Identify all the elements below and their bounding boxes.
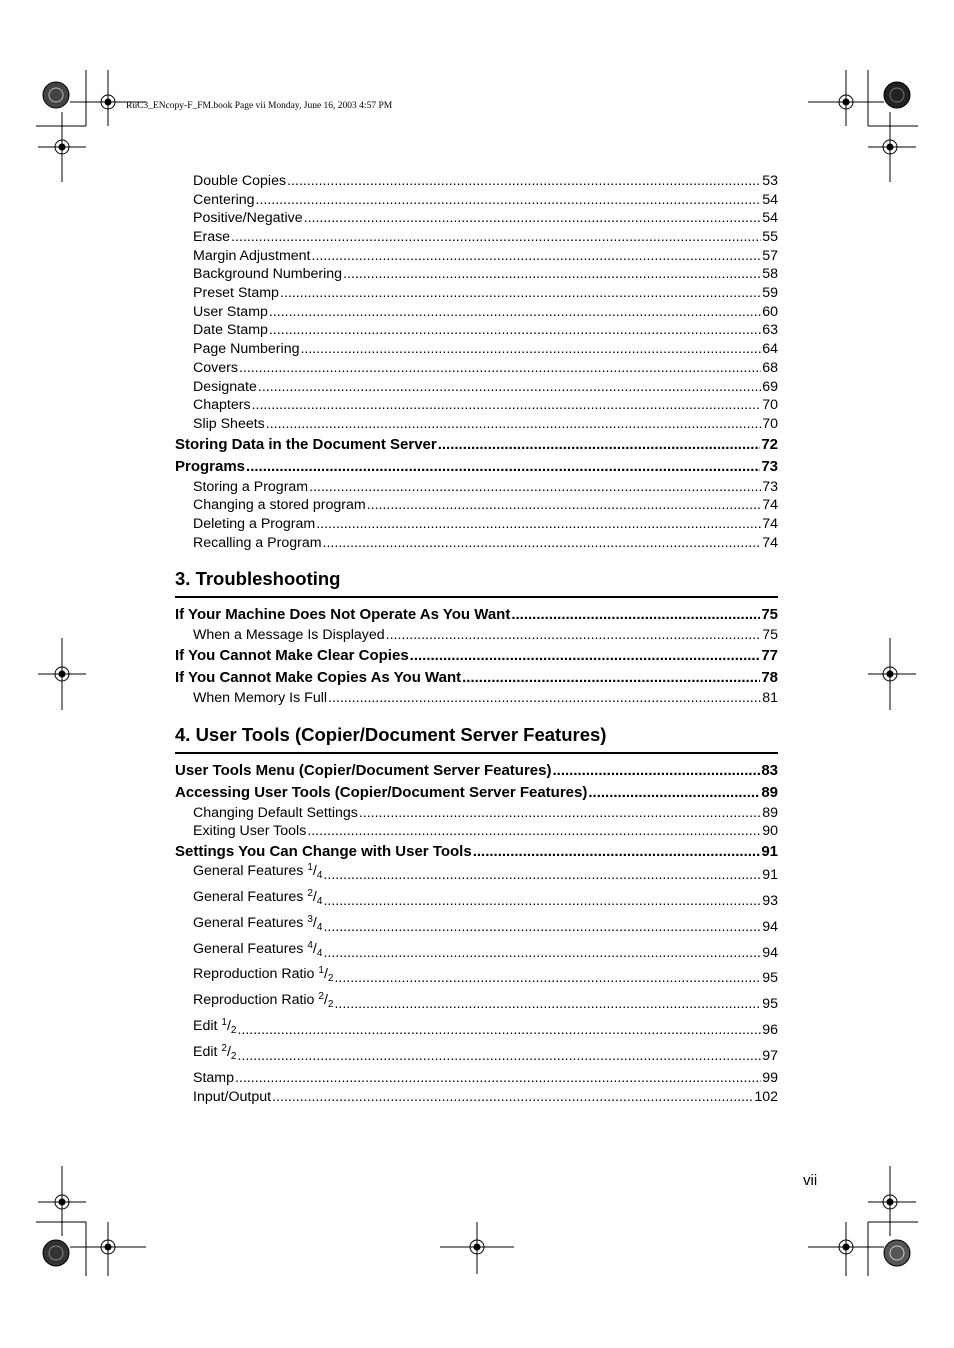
toc-entry: Background Numbering ..... 58 — [175, 265, 778, 284]
toc-entry: General Features $^4/_4$ ..... 94 — [175, 941, 778, 967]
book-header: RuC3_ENcopy-F_FM.book Page vii Monday, June 16, 2003 4:57 PM — [126, 101, 393, 111]
chapter-title: 4. User Tools (Copier/Document Server Features) — [175, 722, 778, 754]
toc-entry: Covers ..... 68 — [175, 359, 778, 378]
toc-entry: Reproduction Ratio $^2/_2$ ..... 95 — [175, 992, 778, 1018]
toc-entry: Edit $^1/_2$ ..... 96 — [175, 1018, 778, 1044]
toc-section: If You Cannot Make Clear Copies ..... 77 — [175, 645, 778, 667]
toc-entry: Positive/Negative ..... 54 — [175, 209, 778, 228]
toc-entry: When Memory Is Full ..... 81 — [175, 689, 778, 708]
toc-entry: Page Numbering ..... 64 — [175, 340, 778, 359]
color-target-discs — [43, 82, 910, 1266]
toc-section: If Your Machine Does Not Operate As You Want ..... 75 — [175, 604, 778, 626]
toc-entry: Exiting User Tools ..... 90 — [175, 822, 778, 841]
toc-entry: Edit $^2/_2$ ..... 97 — [175, 1044, 778, 1070]
toc-entry: Preset Stamp ..... 59 — [175, 284, 778, 303]
page-number: vii — [803, 1172, 818, 1189]
toc-entry: Reproduction Ratio $^1/_2$ ..... 95 — [175, 966, 778, 992]
toc-section: User Tools Menu (Copier/Document Server Features) ..... 83 — [175, 760, 778, 782]
toc-entry: Storing a Program ..... 73 — [175, 478, 778, 497]
toc-entry: General Features $^1/_4$ ..... 91 — [175, 863, 778, 889]
toc-section: Accessing User Tools (Copier/Document Server Features) ..... 89 — [175, 782, 778, 804]
toc-entry: Recalling a Program ..... 74 — [175, 534, 778, 553]
toc-entry: Date Stamp ..... 63 — [175, 322, 778, 341]
toc-section: Programs ..... 73 — [175, 456, 778, 478]
toc-entry: Chapters ..... 70 — [175, 396, 778, 415]
toc-entry: Changing a stored program ..... 74 — [175, 496, 778, 515]
toc-section: If You Cannot Make Copies As You Want ..... 78 — [175, 667, 778, 689]
toc-entry: Double Copies ..... 53 — [175, 172, 778, 191]
toc-entry: Stamp ..... 99 — [175, 1070, 778, 1089]
toc-entry: General Features $^2/_4$ ..... 93 — [175, 889, 778, 915]
toc-entry: Deleting a Program ..... 74 — [175, 515, 778, 534]
chapter-title: 3. Troubleshooting — [175, 566, 778, 598]
toc-entry: Input/Output ..... 102 — [175, 1088, 778, 1107]
toc-entry: User Stamp ..... 60 — [175, 303, 778, 322]
toc-section: Settings You Can Change with User Tools ..... 91 — [175, 841, 778, 863]
toc-section: Storing Data in the Document Server ..... 72 — [175, 434, 778, 456]
toc-entry: General Features $^3/_4$ ..... 94 — [175, 915, 778, 941]
toc-entry: When a Message Is Displayed ..... 75 — [175, 626, 778, 645]
toc-entry: Margin Adjustment ..... 57 — [175, 247, 778, 266]
toc-entry: Centering ..... 54 — [175, 191, 778, 210]
toc-entry: Erase ..... 55 — [175, 228, 778, 247]
toc-entry: Slip Sheets ..... 70 — [175, 415, 778, 434]
toc-entry: Designate ..... 69 — [175, 378, 778, 397]
toc-entry: Changing Default Settings ..... 89 — [175, 804, 778, 823]
